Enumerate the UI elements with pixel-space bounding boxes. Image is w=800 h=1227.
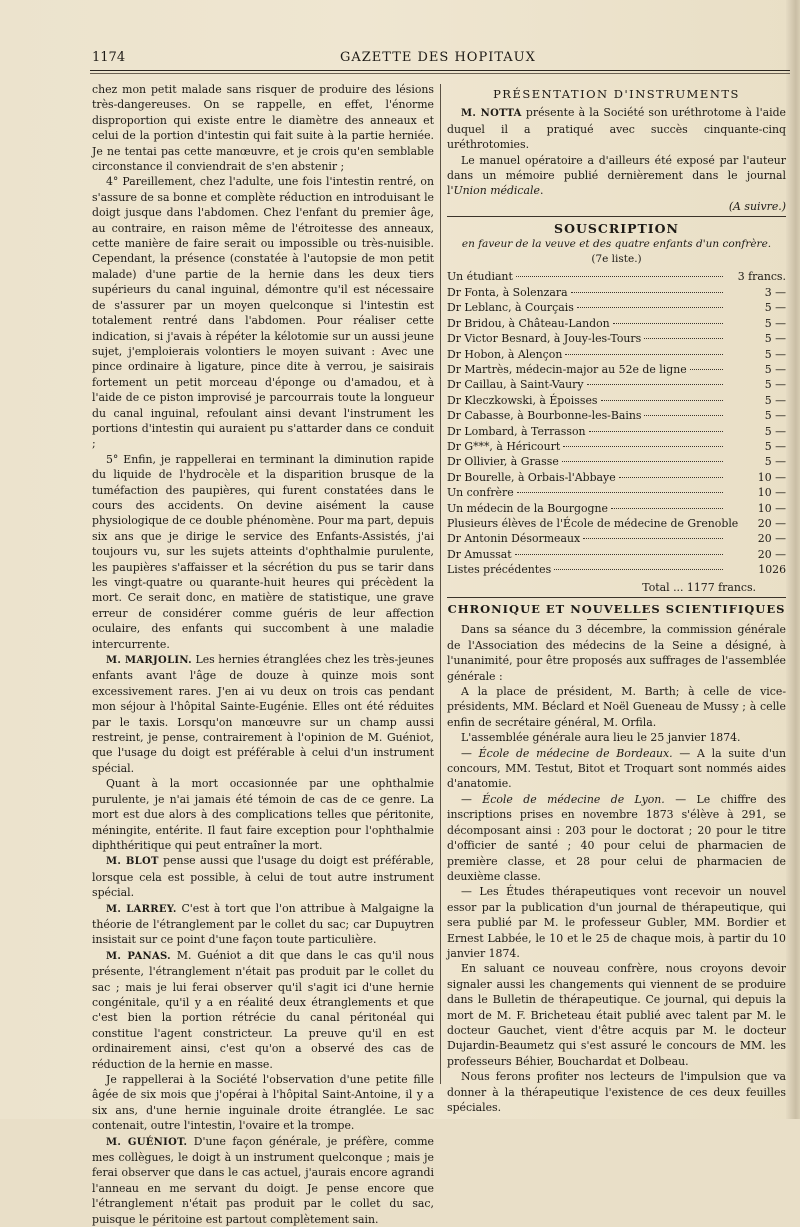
dot-leader bbox=[563, 446, 723, 447]
subscriber-name: Dr Bourelle, à Orbais-l'Abbaye bbox=[447, 470, 616, 484]
paragraph: Quant à la mort occasionnée par une ophthalmie purulente, je n'ai jamais été témoin de cas de ce genre. La mort est due alors à des complications telles que péritonite, méningite, entérite. Il faut faire exception pour l'ophthalmie diphthéritique qui peut entraîner la mort. bbox=[92, 777, 434, 852]
dot-leader bbox=[577, 307, 723, 308]
subscription-amount: 5 — bbox=[764, 347, 786, 361]
dot-leader bbox=[589, 431, 723, 432]
subscriber-name: Dr Caillau, à Saint-Vaury bbox=[447, 378, 584, 392]
paragraph: M. LARREY. C'est à tort que l'on attribue à Malgaigne la théorie de l'étranglement par le collet du sac; car Dupuytren insistait sur ce point d'une façon toute particulière. bbox=[92, 901, 434, 947]
subscription-subtitle: en faveur de la veuve et des quatre enfants d'un confrère. bbox=[461, 237, 772, 250]
instruments-heading: PRÉSENTATION D'INSTRUMENTS bbox=[493, 87, 740, 101]
subscription-total: Total ... 1177 francs. bbox=[642, 580, 756, 594]
subscription-amount: 5 — bbox=[764, 455, 786, 469]
dot-leader bbox=[515, 554, 723, 555]
subscriber-name: Dr Victor Besnard, à Jouy-les-Tours bbox=[447, 332, 642, 346]
subscriber-name: Dr Kleczkowski, à Époisses bbox=[447, 393, 598, 407]
subscriber-name: Dr Antonin Désormeaux bbox=[447, 532, 581, 546]
subscription-amount: 10 — bbox=[757, 501, 786, 515]
subscriber-name: Dr Lombard, à Terrasson bbox=[447, 424, 586, 438]
subscription-row bbox=[447, 439, 786, 454]
paragraph: — École de médecine de Lyon. — Le chiffre des inscriptions prises en novembre 1873 s'élève à 291, se décomposant ainsi : 203 pour le doctorat ; 20 pour le titre d'officier de santé ; 40 pour celui de pharmacien de première classe, et 28 pour celui de pharmacien de deuxième classe. bbox=[447, 792, 786, 883]
subscriber-name: Dr Hobon, à Alençon bbox=[447, 347, 563, 361]
subscriber-name: Dr Amussat bbox=[447, 547, 512, 561]
dot-leader bbox=[619, 477, 723, 478]
subscriber-name: Dr Martrès, médecin-major au 52e de ligne bbox=[447, 362, 687, 376]
paragraph: M. PANAS. M. Guéniot a dit que dans le cas qu'il nous présente, l'étranglement n'était pas produit par le collet du sac ; mais je lui ferai observer qu'il s'agit ici d'une hernie congénitale, qu'il y a en réalité deux étranglements et que c'est bien la portion rétrécie du canal péritonéal qui constitue l'agent constricteur. La preuve qu'il en est ordinairement ainsi, c'est qu'on a observé des cas de réduction de la hernie en masse. bbox=[92, 948, 434, 1071]
subscription-row bbox=[447, 362, 786, 377]
paragraph: M. NOTTA présente à la Société son uréthrotome à l'aide duquel il a pratiqué avec succès cinquante-cinq uréthrotomies. bbox=[447, 106, 786, 152]
subscription-heading: SOUSCRIPTION bbox=[554, 221, 679, 237]
dot-leader bbox=[644, 415, 723, 416]
paragraph: — École de médecine de Bordeaux. — A la suite d'un concours, MM. Testut, Bitot et Troquart sont nommés aides d'anatomie. bbox=[447, 746, 787, 791]
page-edge-shadow bbox=[786, 0, 800, 1119]
subscription-row bbox=[447, 485, 786, 500]
subscription-row bbox=[447, 516, 786, 531]
paragraph: M. BLOT pense aussi que l'usage du doigt est préférable, lorsque cela est possible, à celui de tout autre instrument spécial. bbox=[92, 854, 434, 900]
dot-leader bbox=[611, 508, 723, 509]
subscription-row bbox=[447, 269, 786, 284]
paragraph: chez mon petit malade sans risquer de produire des lésions très-dangereuses. On se rappelle, en effet, l'énorme disproportion qui existe entre le diamètre des anneaux et celui de la portion d'intestin qui fait suite à la partie herniée. Je ne tentai pas cette manœuvre, et je crois qu'en semblable circonstance il conviendrait de s'en abstenir ; bbox=[92, 83, 434, 174]
section-rule bbox=[447, 216, 786, 217]
subscriber-name: Dr Leblanc, à Courçais bbox=[447, 301, 574, 315]
header-rule-secondary bbox=[90, 73, 790, 74]
news-lead: — École de médecine de Bordeaux. bbox=[461, 746, 673, 760]
subscription-amount: 5 — bbox=[764, 378, 786, 392]
subscription-row bbox=[447, 331, 786, 346]
dot-leader bbox=[583, 538, 723, 539]
dot-leader bbox=[516, 276, 723, 277]
subscription-row bbox=[447, 547, 786, 562]
speaker-name: M. MARJOLIN. bbox=[106, 655, 192, 667]
subscription-amount: 20 — bbox=[757, 532, 786, 546]
paragraph: Je rappellerai à la Société l'observation d'une petite fille âgée de six mois que j'opérai à l'hôpital Saint-Antoine, il y a six ans, d'une hernie inguinale droite étranglée. Le sac contenait, outre l'intestin, l'ovaire et la trompe. bbox=[92, 1073, 434, 1133]
dot-leader bbox=[601, 400, 723, 401]
subscription-amount: 3 francs. bbox=[737, 270, 786, 284]
paragraph: 4° Pareillement, chez l'adulte, une fois l'intestin rentré, on s'assure de sa bonne et complète réduction en introduisant le doigt jusque dans l'abdomen. Chez l'enfant du premier âge, au contraire, en raison même de l'étroitesse des anneaux, cette manière de faire serait ou impossible ou très-nuisible. Cependant, la présence (constatée à l'autopsie de mon petit malade) d'une partie de la hernie dans les deux tiers supérieurs du canal inguinal, démontre qu'il est nécessaire de s'assurer par un moyen quelconque si l'intestin est totalement rentré dans l'abdomen. Pour réaliser cette indication, si j'avais à répéter la kélotomie sur un aussi jeune sujet, j'emploierais volontiers le moyen suivant : Avec une pince ordinaire à ligature, pince dite à verrou, je saisirais fortement un petit morceau d'éponge ou d'amadou, et à l'aide de ce piston improvisé je parcourrais toute la longueur du canal inguinal, refoulant ainsi devant l'instrument les portions d'intestin qui auraient pu s'attarder dans ce conduit ; bbox=[92, 175, 434, 451]
subscription-list bbox=[447, 269, 786, 577]
subscriber-name: Un médecin de la Bourgogne bbox=[447, 501, 608, 515]
subscription-amount: 5 — bbox=[764, 409, 786, 423]
subscription-amount: 20 — bbox=[757, 516, 786, 530]
journal-title: Union médicale bbox=[453, 184, 540, 198]
subscription-amount: 10 — bbox=[757, 470, 786, 484]
paragraph: En saluant ce nouveau confrère, nous croyons devoir signaler aussi les changements qui viennent de se produire dans le Bulletin de thérapeutique. Ce journal, qui depuis la mort de M. F. Bricheteau était publié avec talent par M. le docteur Gauchet, vient d'être acquis par M. le docteur Dujardin-Beaumetz qui s'est assuré le concours de MM. les professeurs Béhier, Bouchardat et Dolbeau. bbox=[447, 962, 786, 1068]
dot-leader bbox=[554, 569, 723, 570]
running-title: GAZETTE DES HOPITAUX bbox=[340, 50, 536, 65]
subscription-row bbox=[447, 470, 786, 485]
subscriber-name: Dr Ollivier, à Grasse bbox=[447, 455, 559, 469]
subscriber-name: Dr G***, à Héricourt bbox=[447, 439, 561, 453]
dot-leader bbox=[644, 338, 723, 339]
subscription-amount: 5 — bbox=[764, 332, 786, 346]
paragraph: Dans sa séance du 3 décembre, la commission générale de l'Association des médecins de la Seine a désigné, à l'unanimité, pour être proposés aux suffrages de l'assemblée générale : bbox=[447, 623, 786, 683]
dot-leader bbox=[690, 369, 723, 370]
subscription-amount: 20 — bbox=[757, 547, 786, 561]
subscription-row bbox=[447, 454, 786, 469]
subscription-list-number: (7e liste.) bbox=[591, 253, 642, 266]
paragraph: M. GUÉNIOT. D'une façon générale, je préfère, comme mes collègues, le doigt à un instrument quelconque ; mais je ferai observer que dans le cas actuel, j'aurais encore agrandi l'anneau en me servant du doigt. Je pense encore que l'étranglement n'était pas produit par le collet du sac, puisque le péritoine est partout complètement sain. bbox=[92, 1134, 434, 1226]
dot-leader bbox=[517, 492, 723, 493]
subscription-row bbox=[447, 501, 786, 516]
subscription-row bbox=[447, 347, 786, 362]
subscription-amount: 1026 bbox=[758, 563, 786, 577]
subscriber-name: Un étudiant bbox=[447, 270, 513, 284]
subscription-amount: 5 — bbox=[764, 393, 786, 407]
subscription-row bbox=[447, 531, 786, 546]
paragraph: L'assemblée générale aura lieu le 25 janvier 1874. bbox=[461, 731, 741, 745]
paragraph: A la place de président, M. Barth; à celle de vice-présidents, MM. Béclard et Noël Gueneau de Mussy ; à celle enfin de secrétaire général, M. Orfila. bbox=[447, 685, 786, 729]
subscription-row bbox=[447, 408, 786, 423]
subscription-amount: 5 — bbox=[764, 362, 786, 376]
subscriber-name: Plusieurs élèves de l'École de médecine de Grenoble bbox=[447, 516, 739, 530]
subscription-amount: 3 — bbox=[764, 285, 786, 299]
speaker-name: M. NOTTA bbox=[461, 108, 522, 120]
section-rule bbox=[587, 619, 647, 620]
subscription-amount: 5 — bbox=[764, 301, 786, 315]
subscription-row bbox=[447, 285, 786, 300]
speaker-name: M. LARREY. bbox=[106, 903, 177, 915]
paragraph: — Les Études thérapeutiques vont recevoir un nouvel essor par la publication d'un journal de thérapeutique, qui sera publié par M. le professeur Gubler, MM. Bordier et Ernest Labbée, le 10 et le 25 de chaque mois, à partir du 10 janvier 1874. bbox=[447, 885, 786, 960]
subscription-amount: 10 — bbox=[757, 486, 786, 500]
subscriber-name: Dr Cabasse, à Bourbonne-les-Bains bbox=[447, 409, 642, 423]
subscription-row bbox=[447, 393, 786, 408]
subscription-amount: 5 — bbox=[764, 316, 786, 330]
dot-leader bbox=[562, 461, 723, 462]
header-rule bbox=[90, 70, 790, 71]
dot-leader bbox=[613, 323, 723, 324]
subscription-row bbox=[447, 300, 786, 315]
subscriber-name: Dr Fonta, à Solenzara bbox=[447, 285, 568, 299]
speaker-name: M. GUÉNIOT. bbox=[106, 1136, 188, 1148]
right-column bbox=[447, 82, 786, 1115]
subscription-row bbox=[447, 424, 786, 439]
speaker-name: M. PANAS. bbox=[106, 950, 171, 962]
dot-leader bbox=[571, 292, 723, 293]
subscription-amount: 5 — bbox=[764, 439, 786, 453]
speaker-name: M. BLOT bbox=[106, 856, 159, 868]
subscription-row bbox=[447, 377, 786, 392]
paragraph: M. MARJOLIN. Les hernies étranglées chez les très-jeunes enfants avant l'âge de douze à quinze mois sont excessivement rares. J'en ai vu deux on trois cas pendant mon séjour à l'hôpital Sainte-Eugénie. Elles ont été réduites par le taxis. Lorsqu'on manœuvre sur un champ aussi restreint, je pense, contrairement à l'opinion de M. Guéniot, que l'usage du doigt est préférable à celui d'un instrument spécial. bbox=[92, 653, 435, 775]
paragraph: Le manuel opératoire a d'ailleurs été exposé par l'auteur dans un mémoire publié dernièrement dans le journal l'Union médicale. bbox=[447, 153, 786, 198]
dot-leader bbox=[565, 354, 723, 355]
to-be-continued: (A suivre.) bbox=[728, 199, 786, 213]
column-divider bbox=[440, 84, 441, 1084]
subscriber-name: Listes précédentes bbox=[447, 563, 552, 577]
paragraph: 5° Enfin, je rappellerai en terminant la diminution rapide du liquide de l'hydrocèle et la disparition brusque de la tuméfaction des paupières, qui furent constatées dans le cours des accidents. On devine aisément la cause physiologique de ce double phénomène. Pour ma part, depuis six ans que je dirige le service des Enfants-Assistés, j'ai toujours vu, sur les sujets atteints d'ophthalmie purulente, les paupières s'affaisser et la sécrétion du pus se tarir dans les vingt-quatre ou quarante-huit heures qui précèdent la mort. Ce serait donc, en matière de statistique, une grave erreur de considérer comme guéris de leur affection oculaire, des enfants qui succombent à une maladie intercurrente. bbox=[92, 452, 434, 651]
news-lead: — École de médecine de Lyon. bbox=[461, 792, 665, 806]
section-rule bbox=[447, 597, 786, 598]
subscription-row bbox=[447, 316, 786, 331]
subscriber-name: Dr Bridou, à Château-Landon bbox=[447, 316, 610, 330]
subscription-row bbox=[447, 562, 786, 577]
subscriber-name: Un confrère bbox=[447, 486, 514, 500]
subscription-amount: 5 — bbox=[764, 424, 786, 438]
paragraph: Nous ferons profiter nos lecteurs de l'impulsion que va donner à la thérapeutique l'existence de ces deux feuilles spéciales. bbox=[447, 1070, 786, 1114]
page-number: 1174 bbox=[92, 50, 126, 65]
chronicle-heading: CHRONIQUE ET NOUVELLES SCIENTIFIQUES bbox=[447, 602, 786, 616]
left-column bbox=[92, 82, 434, 1227]
dot-leader bbox=[587, 384, 723, 385]
